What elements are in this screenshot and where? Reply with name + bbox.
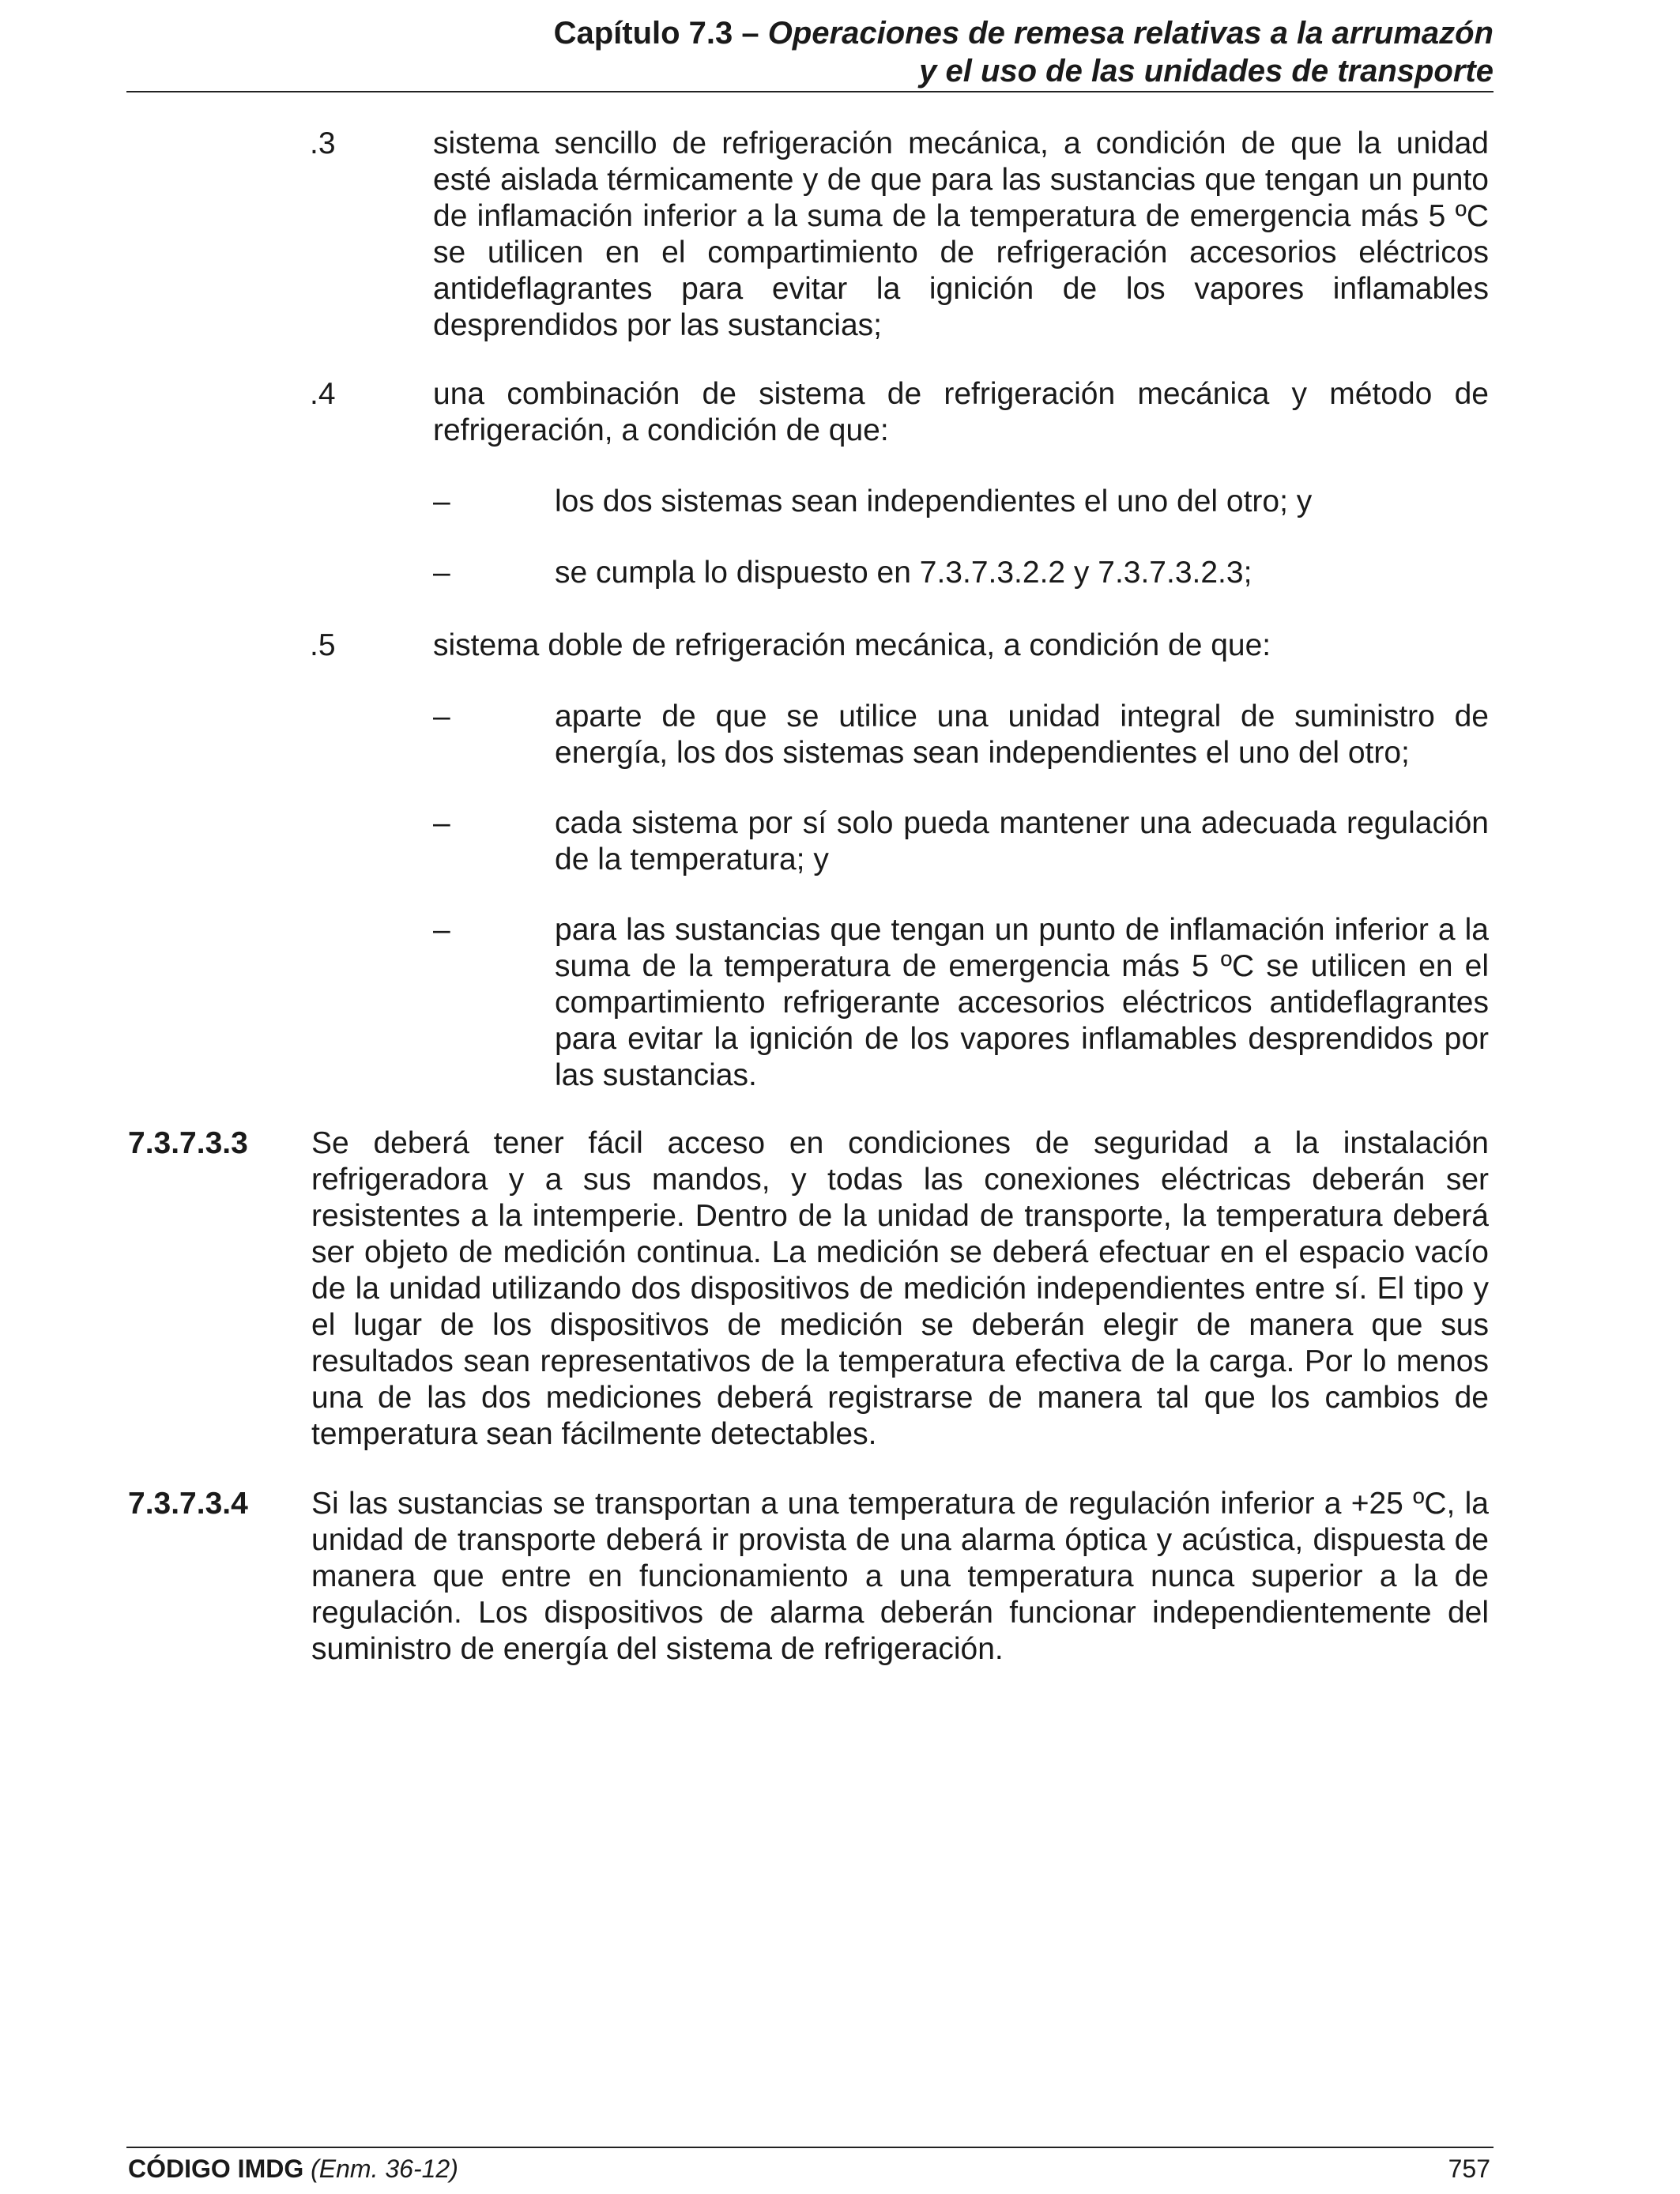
page-number: 757	[1448, 2154, 1490, 2183]
item-text-3: sistema sencillo de refrigeración mecánica, a condición de que la unidad esté aislada térmicamente y de que para las sustancias que tengan un punto de inflamación inferior a la suma de la temperatura de emergencia más 5 ºC se utilicen en el compartimiento de refrigeración accesorios eléctricos antideflagrantes para evitar la ignición de los vapores inflamables desprendidos por las sustancias;	[433, 126, 1489, 342]
bullet-dash: –	[433, 806, 450, 840]
section-number-7-3-7-3-4: 7.3.7.3.4	[128, 1487, 248, 1521]
item-5-bullet-2: cada sistema por sí solo pueda mantener una adecuada regulación de la temperatura; y	[555, 806, 1489, 876]
item-5-bullet-1: aparte de que se utilice una unidad integral de suministro de energía, los dos sistemas sean independientes el uno del otro;	[555, 699, 1489, 770]
bullet-dash: –	[433, 699, 450, 733]
section-text-7-3-7-3-3: Se deberá tener fácil acceso en condiciones de seguridad a la instalación refrigeradora y a sus mandos, y todas las conexiones eléctricas deberán ser resistentes a la intemperie. Dentro de la unidad de transporte, la temperatura deberá ser objeto de medición continua. La medición se deberá efectuar en el espacio vacío de la unidad utilizando dos dispositivos de medición independientes entre sí. El tipo y el lugar de los dispositivos de medición se deberán elegir de manera que sus resultados sean representativos de la temperatura efectiva de la carga. Por lo menos una de las dos mediciones deberá registrarse de manera tal que los cambios de temperatura sean fácilmente detectables.	[311, 1126, 1489, 1451]
chapter-title-line-2: y el uso de las unidades de transporte	[919, 54, 1494, 89]
footer-rule	[126, 2147, 1494, 2148]
item-4-bullet-2: se cumpla lo dispuesto en 7.3.7.3.2.2 y 7.3.7.3.2.3;	[555, 556, 1252, 590]
section-number-7-3-7-3-3: 7.3.7.3.3	[128, 1126, 248, 1160]
item-text-4: una combinación de sistema de refrigeración mecánica y método de refrigeración, a condición de que:	[433, 377, 1489, 447]
chapter-label: Capítulo 7.3 –	[553, 16, 759, 51]
bullet-dash: –	[433, 556, 450, 590]
item-4-bullet-1: los dos sistemas sean independientes el uno del otro; y	[555, 484, 1313, 518]
item-text-5: sistema doble de refrigeración mecánica, a condición de que:	[433, 628, 1271, 662]
section-text-7-3-7-3-4: Si las sustancias se transportan a una temperatura de regulación inferior a +25 ºC, la unidad de transporte deberá ir provista de una alarma óptica y acústica, dispuesta de manera que entre en funcionamiento a una temperatura nunca superior a la de regulación. Los dispositivos de alarma deberán funcionar independientemente del suministro de energía del sistema de refrigeración.	[311, 1487, 1489, 1666]
header-line-1	[126, 14, 1494, 52]
page-header	[126, 14, 1494, 90]
item-label-4: .4	[310, 377, 336, 411]
footer-code-name: CÓDIGO IMDG	[128, 2154, 304, 2183]
item-5-bullet-3: para las sustancias que tengan un punto de inflamación inferior a la suma de la temperatura de emergencia más 5 ºC se utilicen en el compartimiento refrigerante accesorios eléctricos antideflagrantes para evitar la ignición de los vapores inflamables desprendidos por las sustancias.	[555, 913, 1489, 1092]
footer-code	[128, 2153, 458, 2185]
chapter-title-line-1: Operaciones de remesa relativas a la arrumazón	[767, 16, 1494, 51]
item-label-3: .3	[310, 126, 336, 160]
bullet-dash: –	[433, 913, 450, 947]
item-label-5: .5	[310, 628, 336, 662]
footer-amendment: (Enm. 36-12)	[311, 2154, 458, 2183]
bullet-dash: –	[433, 484, 450, 518]
header-rule	[126, 91, 1494, 92]
